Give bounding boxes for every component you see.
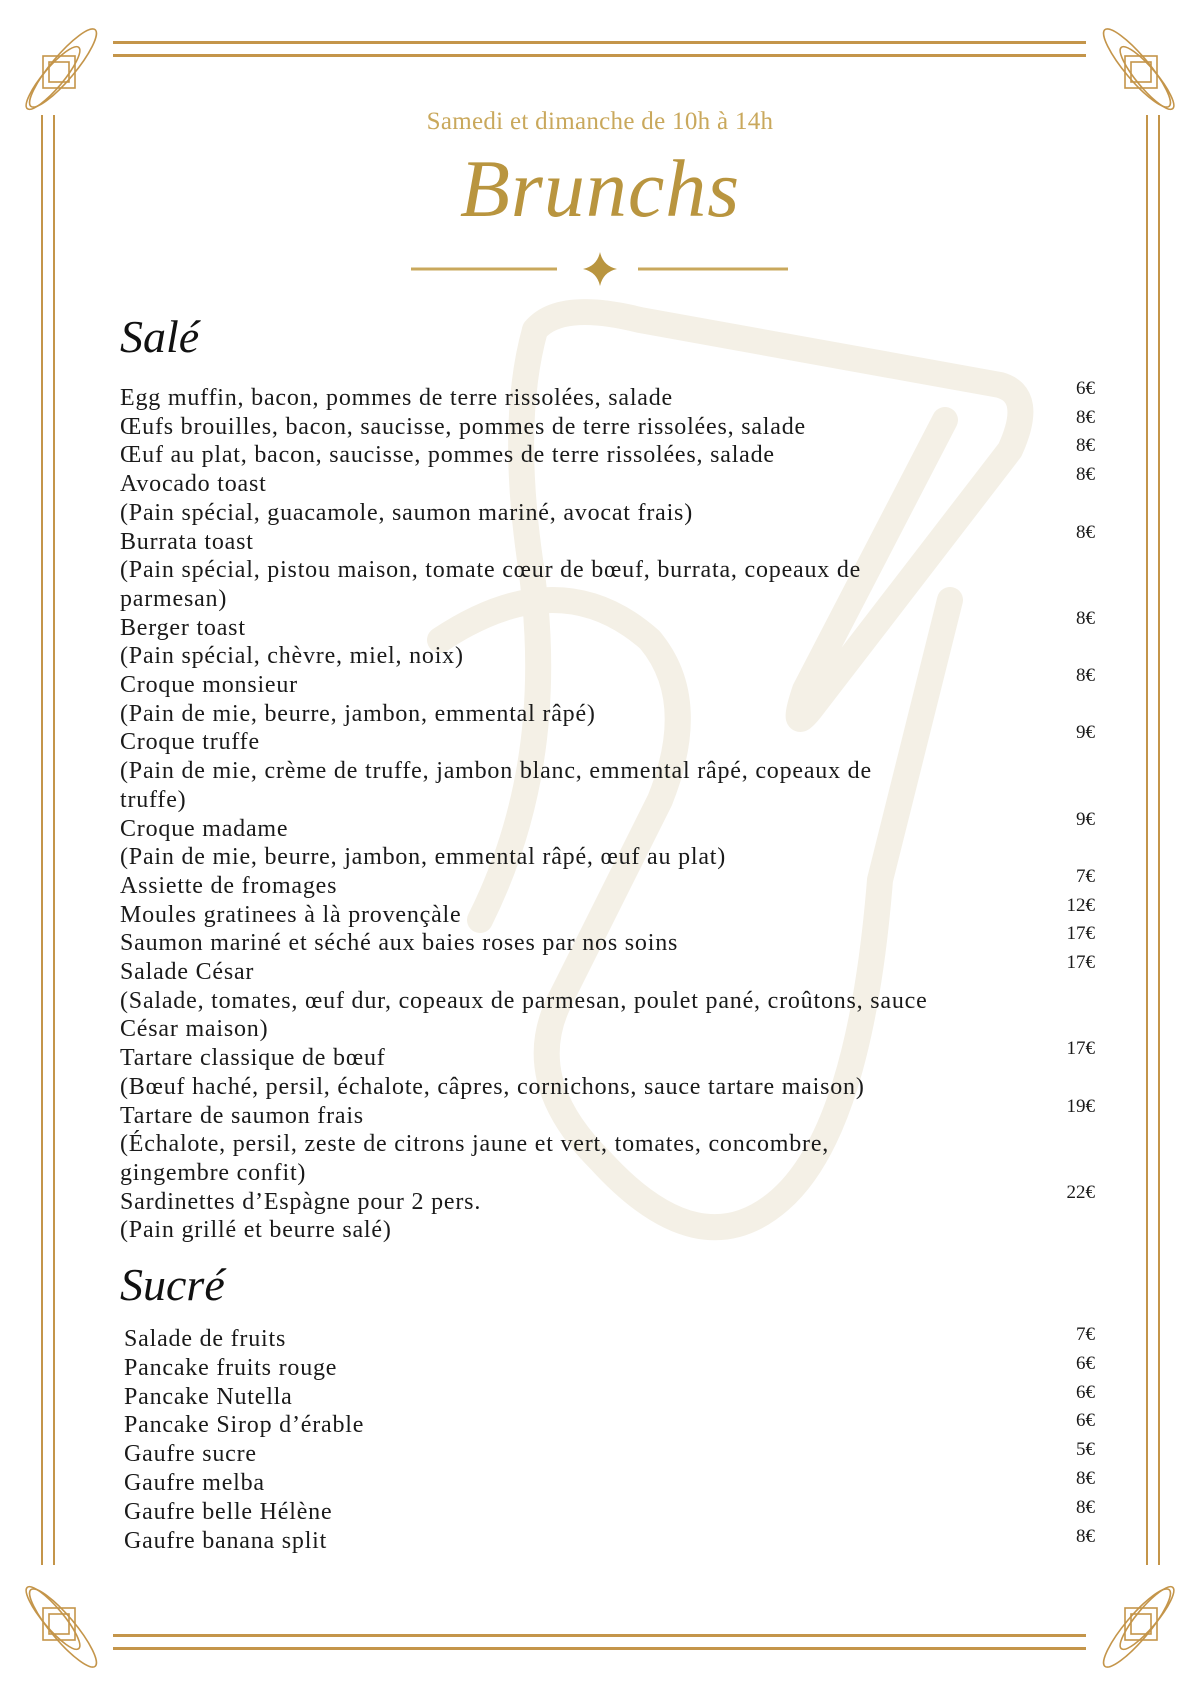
menu-item-price: 6€ [1076,1410,1095,1432]
menu-item-name: Egg muffin, bacon, pommes de terre rissolées, salade [120,385,674,411]
corner-ornament-icon [8,1568,118,1678]
menu-item-name: Œuf au plat, bacon, saucisse, pommes de terre rissolées, salade [120,442,775,469]
menu-item-name: Croque madame [120,815,289,842]
menu-item-price: 6€ [1076,378,1095,399]
menu-item-name: Gaufre belle Hélène [124,1498,333,1525]
menu-item [120,1038,1095,1101]
bottom-border-line [113,1634,1086,1637]
menu-item-name: Avocado toast [120,471,267,498]
menu-item-description: (Salade, tomates, œuf dur, copeaux de parmesan, poulet pané, croûtons, sauce César maison) [120,987,928,1043]
left-border-line [41,115,43,1565]
menu-item-name: Salade César [120,959,255,986]
menu-item-name: Salade de fruits [124,1326,287,1352]
section-heading-sale: Salé [120,311,200,362]
menu-item [120,406,1095,442]
menu-item-price: 8€ [1076,521,1095,543]
menu-item [124,1383,1095,1412]
section-heading-sucre: Sucré [120,1259,225,1310]
menu-item [124,1498,1095,1527]
menu-item-price: 8€ [1076,607,1095,629]
menu-item-price: 8€ [1076,435,1095,457]
menu-item [124,1354,1095,1383]
menu-item-price: 7€ [1076,865,1095,887]
menu-item-price: 19€ [1066,1095,1095,1117]
right-border-line [1146,115,1148,1565]
menu-item-description: (Bœuf haché, persil, échalote, câpres, cornichons, sauce tartare maison) [120,1073,865,1100]
menu-item-description: (Pain spécial, chèvre, miel, noix) [120,643,464,670]
menu-item-name: Saumon mariné et séché aux baies roses par nos soins [120,930,679,957]
menu-item-name: Œufs brouilles, bacon, saucisse, pommes de terre rissolées, salade [120,413,806,440]
menu-item-description: (Échalote, persil, zeste de citrons jaune et vert, tomates, concombre, gingembre confit) [120,1131,830,1186]
menu-item-name: Croque truffe [120,729,260,756]
menu-item-price: 7€ [1076,1324,1095,1345]
title-divider [405,252,795,286]
menu-item-description: (Pain spécial, pistou maison, tomate cœur de bœuf, burrata, copeaux de parmesan) [120,557,862,612]
menu-item [120,521,1095,614]
menu-item-price: 8€ [1076,1467,1095,1489]
menu-item-name: Assiette de fromages [120,872,338,899]
menu-item-price: 12€ [1066,894,1095,916]
menu-item-description: (Pain de mie, beurre, jambon, emmental râpé) [120,700,596,727]
menu-item-description: (Pain de mie, crème de truffe, jambon blanc, emmental râpé, copeaux de truffe) [120,758,872,813]
menu-item-name: Moules gratinees à là provençàle [120,901,462,928]
right-border-line [1158,115,1160,1565]
menu-item [124,1469,1095,1498]
menu-item-name: Burrata toast [120,528,254,555]
menu-item [120,1181,1095,1245]
menu-item-name: Berger toast [120,614,246,641]
menu-item [124,1527,1095,1556]
menu-item-price: 17€ [1066,1038,1095,1060]
menu-item [120,464,1095,527]
menu-item-price: 9€ [1076,722,1095,744]
page-title: Brunchs [459,143,741,234]
menu-item-price: 22€ [1066,1181,1095,1203]
menu-item [120,435,1095,470]
opening-hours: Samedi et dimanche de 10h à 14h [426,108,774,135]
menu-item-name: Sardinettes d’Espàgne pour 2 pers. [120,1188,482,1215]
menu-item [120,607,1095,671]
menu-item-description: (Pain spécial, guacamole, saumon mariné, avocat frais) [120,499,693,526]
menu-item-name: Gaufre sucre [124,1441,257,1468]
menu-item-name: Pancake Nutella [124,1383,293,1410]
menu-item [120,894,1095,930]
menu-item-name: Gaufre banana split [124,1527,328,1554]
menu-item [120,378,1095,413]
menu-item-name: Pancake Sirop d’érable [124,1412,365,1439]
menu-item [120,1095,1095,1188]
corner-ornament-icon [1082,1568,1192,1678]
menu-item-price: 5€ [1076,1439,1095,1461]
menu-item-price: 17€ [1066,923,1095,945]
menu-item [120,865,1095,901]
sale-menu-list [120,378,1095,1245]
menu-item [124,1440,1095,1469]
menu-item-price: 6€ [1076,1352,1095,1374]
menu-item [120,952,1095,1044]
star-icon [583,252,617,286]
bottom-border-line [113,1647,1086,1650]
menu-item [124,1325,1095,1354]
menu-item [124,1411,1095,1440]
menu-item [120,665,1095,728]
menu-item-price: 8€ [1076,406,1095,428]
top-border-line [113,41,1086,44]
menu-item-price: 8€ [1076,464,1095,486]
menu-item-name: Tartare classique de bœuf [120,1045,386,1072]
menu-item-price: 17€ [1066,952,1095,974]
menu-item-price: 9€ [1076,808,1095,830]
top-border-line [113,54,1086,57]
menu-item-price: 8€ [1076,665,1095,687]
menu-item-description: (Pain grillé et beurre salé) [120,1217,392,1244]
menu-item-price: 6€ [1076,1381,1095,1403]
left-border-line [53,115,55,1565]
menu-item-name: Croque monsieur [120,672,298,699]
menu-item [120,722,1095,814]
menu-item [120,808,1095,872]
sucre-menu-list [124,1325,1095,1555]
menu-item-name: Pancake fruits rouge [124,1354,338,1381]
menu-item-price: 8€ [1076,1525,1095,1547]
menu-item [120,923,1095,958]
menu-item-price: 8€ [1076,1496,1095,1518]
menu-item-name: Tartare de saumon frais [120,1102,364,1129]
menu-item-name: Gaufre melba [124,1469,265,1496]
menu-item-description: (Pain de mie, beurre, jambon, emmental râpé, œuf au plat) [120,844,727,871]
